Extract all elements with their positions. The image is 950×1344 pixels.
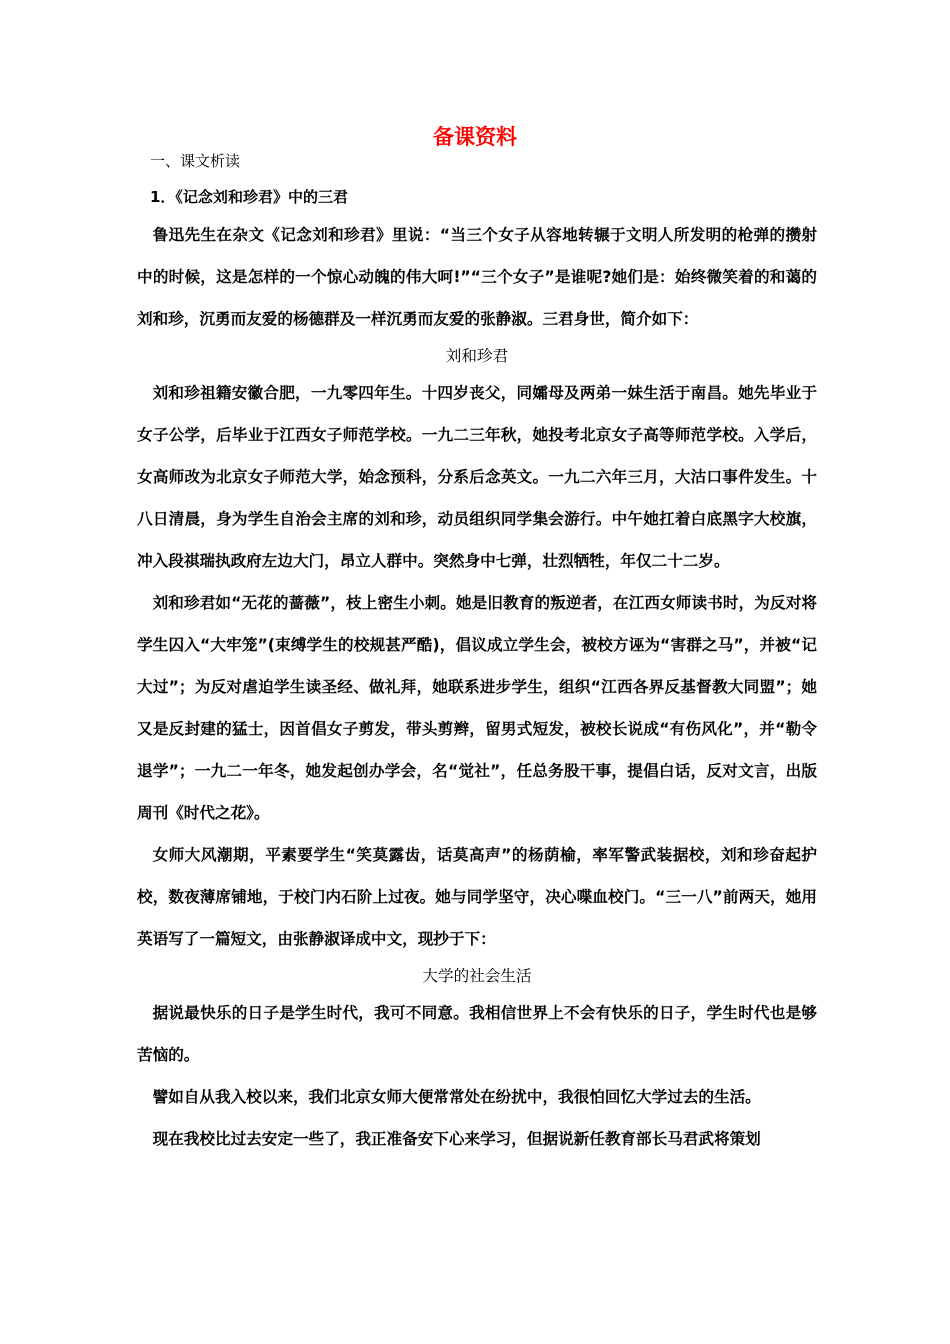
caption-liu-hezhen: 刘和珍君 [445,347,509,365]
paragraph-essay-3: 现在我校比过去安定一些了，我正准备安下心来学习，但据说新任教育部长马君武将策划 [152,1130,761,1148]
paragraph-school-turmoil: 女师大风潮期，平素要学生“笑莫露齿，话莫高声”的杨荫榆，率军警武装据校，刘和珍奋起护校，数夜薄席铺地，于校门内石阶上过夜。她与同学坚守，决心喋血校门。“三一八”前两天，她用英语写了一篇短文，由张静淑译成中文，现抄于下： [137,846,817,948]
subheading: 1．《记念刘和珍君》中的三君 [150,188,348,206]
section-heading: 一、课文析读 [150,152,241,170]
paragraph-essay-1: 据说最快乐的日子是学生时代，我可不同意。我相信世界上不会有快乐的日子，学生时代也是够苦恼的。 [137,1004,817,1064]
page-title: 备课资料 [433,125,517,149]
paragraph-biography: 刘和珍祖籍安徽合肥，一九零四年生。十四岁丧父，同孀母及两弟一妹生活于南昌。她先毕业于女子公学，后毕业于江西女子师范学校。一九二三年秋，她投考北京女子高等师范学校。入学后，女高师改为北京女子师范大学，始念预科，分系后念英文。一九二六年三月，大沽口事件发生。十八日清晨，身为学生自治会主席的刘和珍，动员组织同学集会游行。中午她扛着白底黑字大校旗，冲入段祺瑞执政府左边大门，昂立人群中。突然身中七弹，壮烈牺牲，年仅二十二岁。 [137,384,817,570]
paragraph-rebel: 刘和珍君如“无花的蔷薇”，枝上密生小刺。她是旧教育的叛逆者，在江西女师读书时，为反对将学生囚入“大牢笼”(束缚学生的校规甚严酷)，倡议成立学生会，被校方诬为“害群之马”，并被“记大过”；为反对虐迫学生读圣经、做礼拜，她联系进步学生，组织“江西各界反基督教大同盟”；她又是反封建的猛士，因首倡女子剪发，带头剪辫，留男式短发，被校长说成“有伤风化”，并“勒令退学”；一九二一年冬，她发起创办学会，名“觉社”，任总务股干事，提倡白话，反对文言，出版周刊《时代之花》。 [137,594,817,822]
caption-essay-title: 大学的社会生活 [422,967,532,985]
paragraph-essay-2: 譬如自从我入校以来，我们北京女师大便常常处在纷扰中，我很怕回忆大学过去的生活。 [152,1088,761,1106]
paragraph-intro: 鲁迅先生在杂文《记念刘和珍君》里说：“当三个女子从容地转辗于文明人所发明的枪弹的攒射中的时候，这是怎样的一个惊心动魄的伟大呵!”“三个女子”是谁呢?她们是：始终微笑着的和蔼的刘和珍，沉勇而友爱的杨德群及一样沉勇而友爱的张静淑。三君身世，简介如下： [137,226,817,328]
body-text [137,214,817,1160]
